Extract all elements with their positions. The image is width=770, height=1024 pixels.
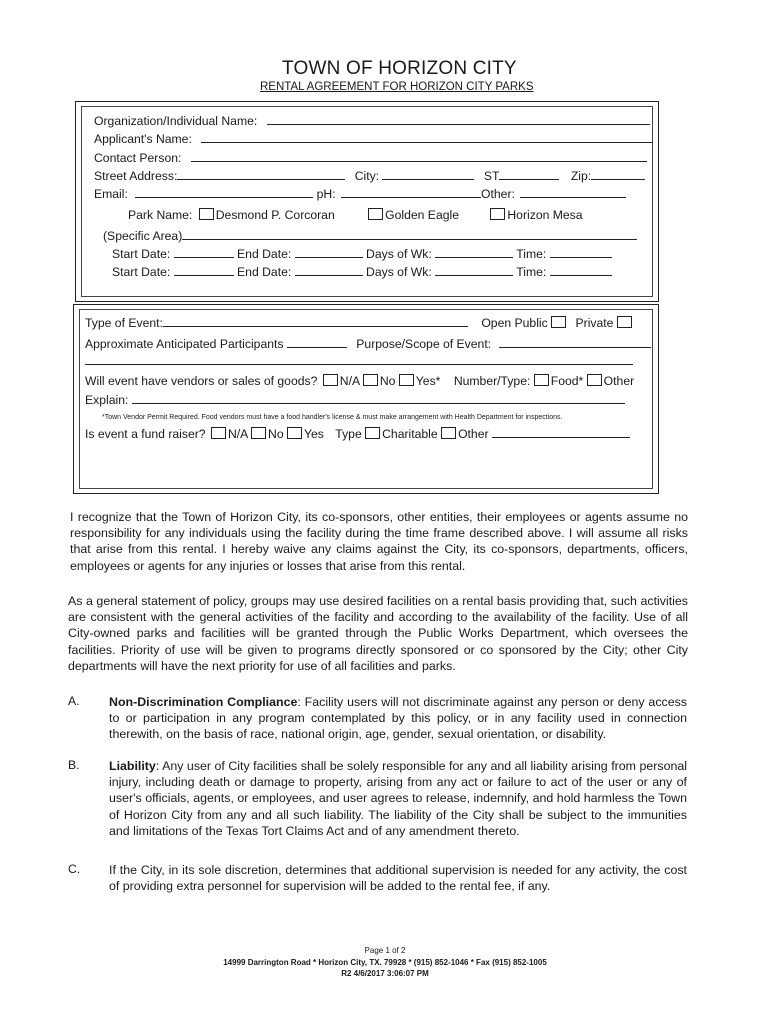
contact-person-label: Contact Person: [94,151,182,165]
park-golden-eagle-label: Golden Eagle [385,208,459,222]
schedule-row-1 [112,246,612,261]
contact-person-row [94,150,647,165]
start-date-field-1[interactable] [174,246,234,258]
org-name-field[interactable] [267,113,650,125]
private-checkbox[interactable] [617,316,632,328]
food-checkbox[interactable] [534,374,549,386]
time-field-2[interactable] [550,264,612,276]
phone-field[interactable] [341,186,481,198]
vendors-label: Will event have vendors or sales of goods? [85,374,318,388]
start-date-field-2[interactable] [174,264,234,276]
vendors-yes-label: Yes* [415,374,441,388]
city-label: City: [354,169,380,183]
item-b-letter: B. [68,758,80,772]
email-field[interactable] [135,186,313,198]
vendors-na-checkbox[interactable] [323,374,338,386]
purpose-field[interactable] [499,336,651,348]
vendor-note: *Town Vendor Permit Required. Food vendors must have a food handler's license & must make arrangement with Health Department for inspections. [102,414,563,421]
purpose-label: Purpose/Scope of Event: [356,337,492,351]
fundraiser-no-checkbox[interactable] [251,427,266,439]
park-name-row [128,208,583,222]
applicant-name-field[interactable] [201,131,652,143]
time-label: Time: [516,247,547,261]
email-row [94,186,626,201]
org-name-row [94,113,650,128]
street-address-label: Street Address: [94,169,178,183]
park-corcoran-checkbox[interactable] [199,208,214,220]
street-address-field[interactable] [177,168,345,180]
email-label: Email: [94,187,128,201]
end-date-field-1[interactable] [295,246,363,258]
schedule-row-2 [112,264,612,279]
page-number: Page 1 of 2 [364,946,406,955]
fundraiser-na-checkbox[interactable] [211,427,226,439]
specific-area-field[interactable] [182,228,637,240]
item-b [109,758,687,839]
vendors-no-label: No [379,374,396,388]
item-a-heading: Non-Discrimination Compliance [109,695,298,709]
explain-row [85,392,625,407]
vendors-yes-checkbox[interactable] [399,374,414,386]
specific-area-label: (Specific Area) [103,229,183,243]
event-type-label: Type of Event: [85,316,163,330]
fundraiser-no-label: No [268,427,284,441]
phone-label: pH: [316,187,336,201]
days-label: Days of Wk: [366,265,432,279]
days-field-1[interactable] [435,246,513,258]
item-c-letter: C. [68,862,81,876]
vendors-na-label: N/A [339,374,360,388]
footer-revision: R2 4/6/2017 3:06:07 PM [341,969,429,978]
street-address-row [94,168,645,183]
fundraiser-label: Is event a fund raiser? [85,427,206,441]
zip-label: Zip: [570,169,592,183]
event-type-field[interactable] [163,315,468,327]
item-a-letter: A. [68,694,80,708]
participants-field[interactable] [287,336,347,348]
item-c-text: If the City, in its sole discretion, determines that additional supervision is needed for any activity, the cost of providing extra personnel for supervision will be added to the rental fee, if any. [109,863,687,894]
item-b-heading: Liability [109,759,156,773]
other-vendor-label: Other [603,374,635,388]
park-corcoran-label: Desmond P. Corcoran [215,208,335,222]
start-date-label: Start Date: [112,265,171,279]
open-public-label: Open Public [481,316,548,330]
days-field-2[interactable] [435,264,513,276]
contact-person-field[interactable] [191,150,647,162]
fundraiser-other-checkbox[interactable] [441,427,456,439]
item-a [109,694,687,743]
participants-label: Approximate Anticipated Participants [85,337,284,351]
footer-address: 14999 Darrington Road * Horizon City, TX. 79928 * (915) 852-1046 * Fax (915) 852-1005 [223,958,547,967]
days-label: Days of Wk: [366,247,432,261]
other-contact-field[interactable] [520,186,626,198]
participants-row [85,336,651,351]
charitable-label: Charitable [382,427,438,441]
fundraiser-type-label: Type [335,427,362,441]
charitable-checkbox[interactable] [365,427,380,439]
item-a-text: : Facility users will not discriminate against any person or deny access to or participation in any program contemplated by this policy, or in any facility used in connection therewith, on the basis of race, national origin, age, gender, sexual orientation, or disability. [109,695,687,742]
park-horizon-mesa-label: Horizon Mesa [507,208,583,222]
food-label: Food* [550,374,584,388]
waiver-paragraph: I recognize that the Town of Horizon City, its co-sponsors, other entities, their employees or agents assume no responsibility for any individuals using the facility during the time frame described above. I will assume all risks that arise from this rental. I hereby waive any claims against the City, its co-sponsors, departments, officers, employees or agents for any injuries or losses that arise from this rental. [70,510,688,573]
divider [85,364,633,365]
end-date-label: End Date: [237,247,292,261]
item-b-text: : Any user of City facilities shall be solely responsible for any and all liability arising from personal injury, including death or damage to property, arising from any act or failure to act of the user or any of user's officials, agents, or employees, and user agrees to release, indemnify, and hold harmless the Town of Horizon City from any and all such liability. The liability of the City shall be subject to the immunities and limitations of the Texas Tort Claims Act and of any amendment thereto. [109,759,687,838]
other-vendor-checkbox[interactable] [587,374,602,386]
open-public-checkbox[interactable] [551,316,566,328]
park-name-label: Park Name: [128,208,193,222]
org-name-label: Organization/Individual Name: [94,114,258,128]
fundraiser-other-label: Other [458,427,489,441]
policy-paragraph: As a general statement of policy, groups may use desired facilities on a rental basis providing that, such activities are consistent with the general activities of the facility and according to the availability of the facility. Use of all City-owned parks and facilities will be granted through the Public Works Department, which oversees the facilities. Priority of use will be given to programs directly sponsored or co sponsored by the City; other City departments will have the next priority for use of all facilities and parks. [68,594,688,673]
other-contact-label: Other: [481,187,515,201]
specific-area-row [103,228,637,243]
fundraiser-yes-label: Yes [304,427,324,441]
page-title: TOWN OF HORIZON CITY [282,58,517,79]
fundraiser-na-label: N/A [227,427,248,441]
zip-field[interactable] [591,168,645,180]
explain-field[interactable] [132,392,625,404]
page-subtitle: RENTAL AGREEMENT FOR HORIZON CITY PARKS [260,81,534,93]
city-field[interactable] [382,168,474,180]
event-type-row [85,315,634,330]
time-field-1[interactable] [550,246,612,258]
end-date-field-2[interactable] [295,264,363,276]
applicant-name-row [94,131,652,146]
start-date-label: Start Date: [112,247,171,261]
number-type-label: Number/Type: [453,374,531,388]
fundraiser-other-field[interactable] [492,426,630,438]
state-field[interactable] [499,168,559,180]
item-c [109,862,687,894]
private-label: Private [575,316,614,330]
fundraiser-row [85,426,630,441]
park-horizon-mesa-checkbox[interactable] [490,208,505,220]
time-label: Time: [516,265,547,279]
applicant-name-label: Applicant's Name: [94,132,192,146]
vendors-no-checkbox[interactable] [363,374,378,386]
explain-label: Explain: [85,393,129,407]
end-date-label: End Date: [237,265,292,279]
park-golden-eagle-checkbox[interactable] [368,208,383,220]
fundraiser-yes-checkbox[interactable] [287,427,302,439]
state-label: ST [483,169,500,183]
vendors-row [85,374,634,388]
